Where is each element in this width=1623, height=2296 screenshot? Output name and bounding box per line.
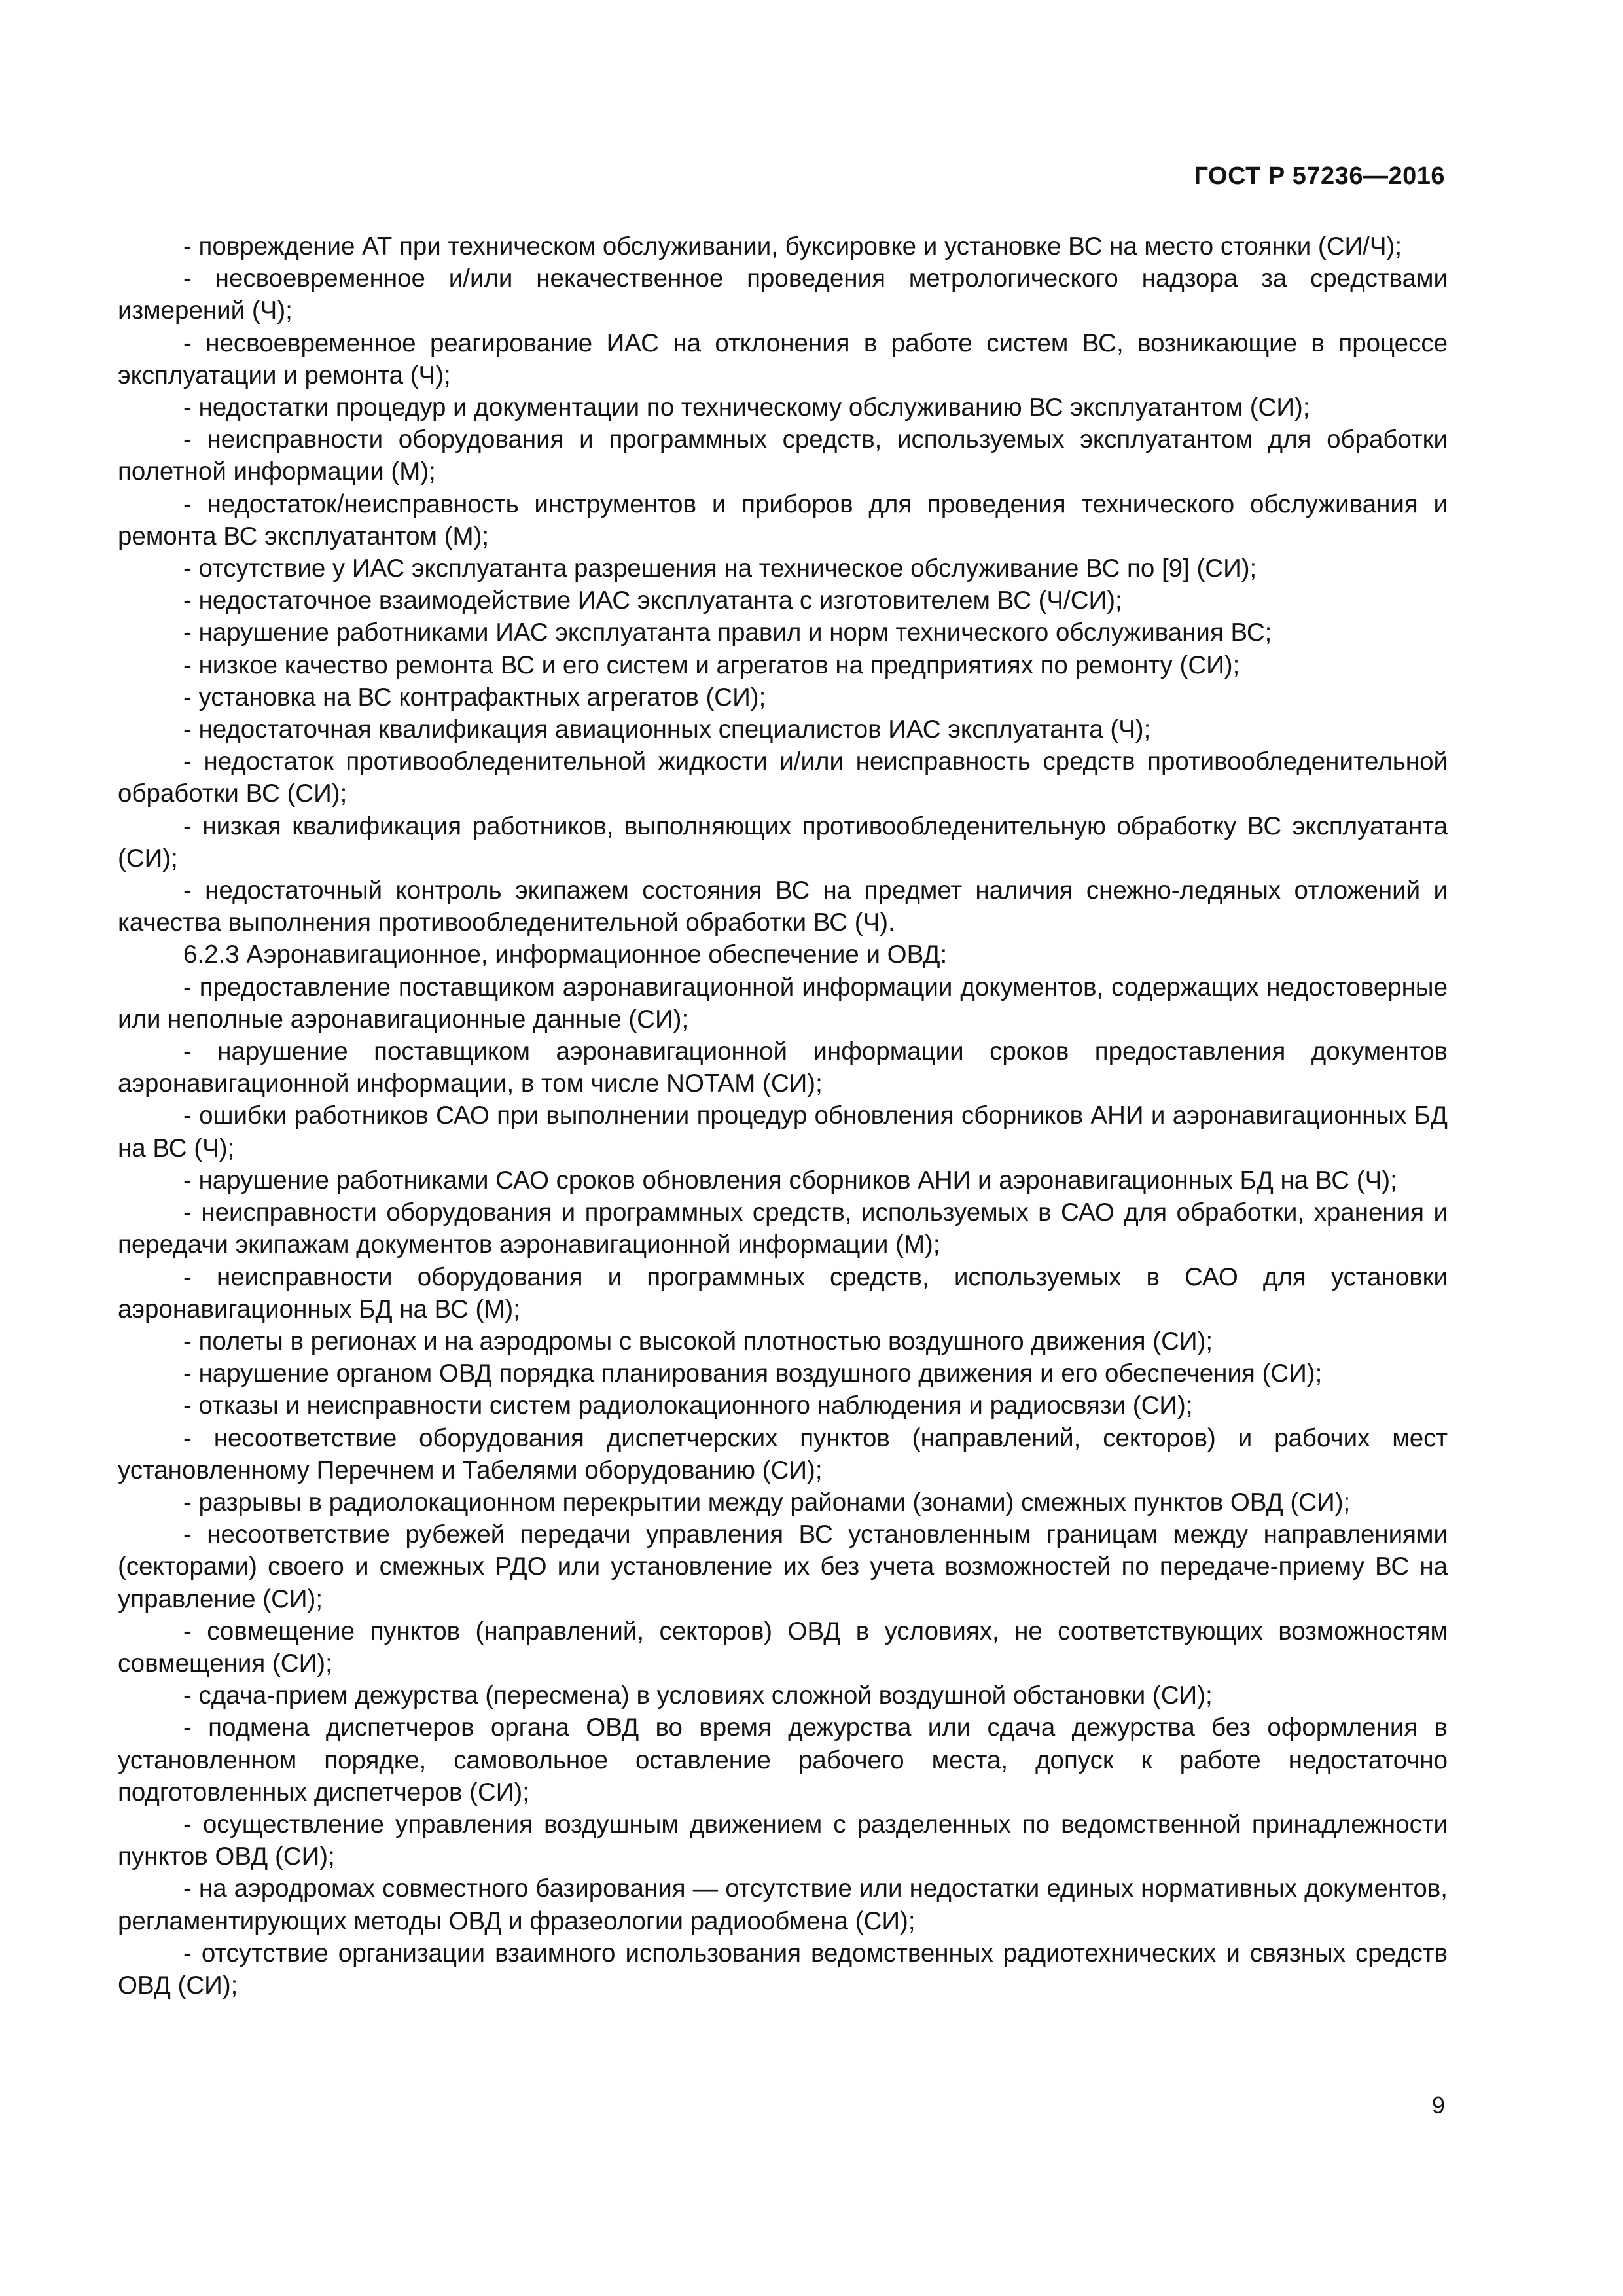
list-item: - недостаток противообледенительной жидкости и/или неисправность средств противообледенительной обработки ВС (СИ); [118, 747, 1448, 808]
list-item: - ошибки работников САО при выполнении процедур обновления сборников АНИ и аэронавигационных БД на ВС (Ч); [118, 1102, 1448, 1162]
list-item: - недостаточное взаимодействие ИАС эксплуатанта с изготовителем ВС (Ч/СИ); [183, 586, 1122, 615]
list-item: - полеты в регионах и на аэродромы с высокой плотностью воздушного движения (СИ); [183, 1327, 1213, 1355]
list-item: - несвоевременное реагирование ИАС на отклонения в работе систем ВС, возникающие в процессе эксплуатации и ремонта (Ч); [118, 329, 1448, 389]
list-item: - осуществление управления воздушным движением с разделенных по ведомственной принадлежности пунктов ОВД (СИ); [118, 1810, 1448, 1871]
page-number: 9 [1431, 2092, 1445, 2119]
list-item: - неисправности оборудования и программных средств, используемых эксплуатантом для обработки полетной информации (М); [118, 425, 1448, 486]
list-item: - нарушение поставщиком аэронавигационной информации сроков предоставления документов аэронавигационной информации, в том числе NOTAM (СИ); [118, 1037, 1448, 1098]
list-item: - отсутствие у ИАС эксплуатанта разрешения на техническое обслуживание ВС по [9] (СИ); [183, 554, 1257, 583]
document-header: ГОСТ Р 57236—2016 [1194, 162, 1445, 190]
list-item: - подмена диспетчеров органа ОВД во время дежурства или сдача дежурства без оформления в установленном порядке, самовольное оставление рабочего места, допуск к работе недостаточно подготовленных диспетчеров (СИ); [118, 1713, 1448, 1806]
document-body [118, 230, 1448, 2001]
list-item: - неисправности оборудования и программных средств, используемых в САО для обработки, хранения и передачи экипажам документов аэронавигационной информации (М); [118, 1198, 1448, 1259]
list-item: - несвоевременное и/или некачественное проведения метрологического надзора за средствами измерений (Ч); [118, 264, 1448, 325]
list-item: - повреждение АТ при техническом обслуживании, буксировке и установке ВС на место стоянки (СИ/Ч); [183, 232, 1402, 260]
list-item: - установка на ВС контрафактных агрегатов (СИ); [183, 683, 766, 711]
list-item: - отсутствие организации взаимного использования ведомственных радиотехнических и связных средств ОВД (СИ); [118, 1939, 1448, 2000]
list-item: - неисправности оборудования и программных средств, используемых в САО для установки аэронавигационных БД на ВС (М); [118, 1263, 1448, 1323]
list-item: - недостаточный контроль экипажем состояния ВС на предмет наличия снежно-ледяных отложений и качества выполнения противообледенительной обработки ВС (Ч). [118, 876, 1448, 937]
list-item: - предоставление поставщиком аэронавигационной информации документов, содержащих недостоверные или неполные аэронавигационные данные (СИ); [118, 973, 1448, 1033]
list-item: - разрывы в радиолокационном перекрытии между районами (зонами) смежных пунктов ОВД (СИ); [183, 1488, 1351, 1516]
list-item: - нарушение работниками ИАС эксплуатанта правил и норм технического обслуживания ВС; [183, 619, 1272, 647]
list-item: - несоответствие рубежей передачи управления ВС установленным границам между направлениями (секторами) своего и смежных РДО или установление их без учета возможностей по передаче-приему ВС на управление (СИ); [118, 1520, 1448, 1613]
list-item: - совмещение пунктов (направлений, секторов) ОВД в условиях, не соответствующих возможностям совмещения (СИ); [118, 1617, 1448, 1677]
list-item: - несоответствие оборудования диспетчерских пунктов (направлений, секторов) и рабочих мест установленному Перечнем и Табелями оборудованию (СИ); [118, 1424, 1448, 1484]
list-item: - отказы и неисправности систем радиолокационного наблюдения и радиосвязи (СИ); [183, 1391, 1193, 1420]
list-item: - низкая квалификация работников, выполняющих противообледенительную обработку ВС эксплуатанта (СИ); [118, 812, 1448, 872]
list-item: - нарушение органом ОВД порядка планирования воздушного движения и его обеспечения (СИ); [183, 1359, 1323, 1388]
list-item: - недостатки процедур и документации по техническому обслуживанию ВС эксплуатантом (СИ); [183, 393, 1310, 422]
list-item: - низкое качество ремонта ВС и его систем и агрегатов на предприятиях по ремонту (СИ); [183, 651, 1240, 679]
list-item: - недостаток/неисправность инструментов и приборов для проведения технического обслуживания и ремонта ВС эксплуатантом (М); [118, 490, 1448, 550]
section-heading: 6.2.3 Аэронавигационное, информационное обеспечение и ОВД: [183, 941, 948, 969]
list-item: - нарушение работниками САО сроков обновления сборников АНИ и аэронавигационных БД на ВС (Ч); [183, 1166, 1397, 1194]
list-item: - недостаточная квалификация авиационных специалистов ИАС эксплуатанта (Ч); [183, 715, 1151, 744]
list-item: - на аэродромах совместного базирования — отсутствие или недостатки единых нормативных документов, регламентирующих методы ОВД и фразеологии радиообмена (СИ); [118, 1874, 1448, 1935]
list-item: - сдача-прием дежурства (пересмена) в условиях сложной воздушной обстановки (СИ); [183, 1681, 1213, 1710]
